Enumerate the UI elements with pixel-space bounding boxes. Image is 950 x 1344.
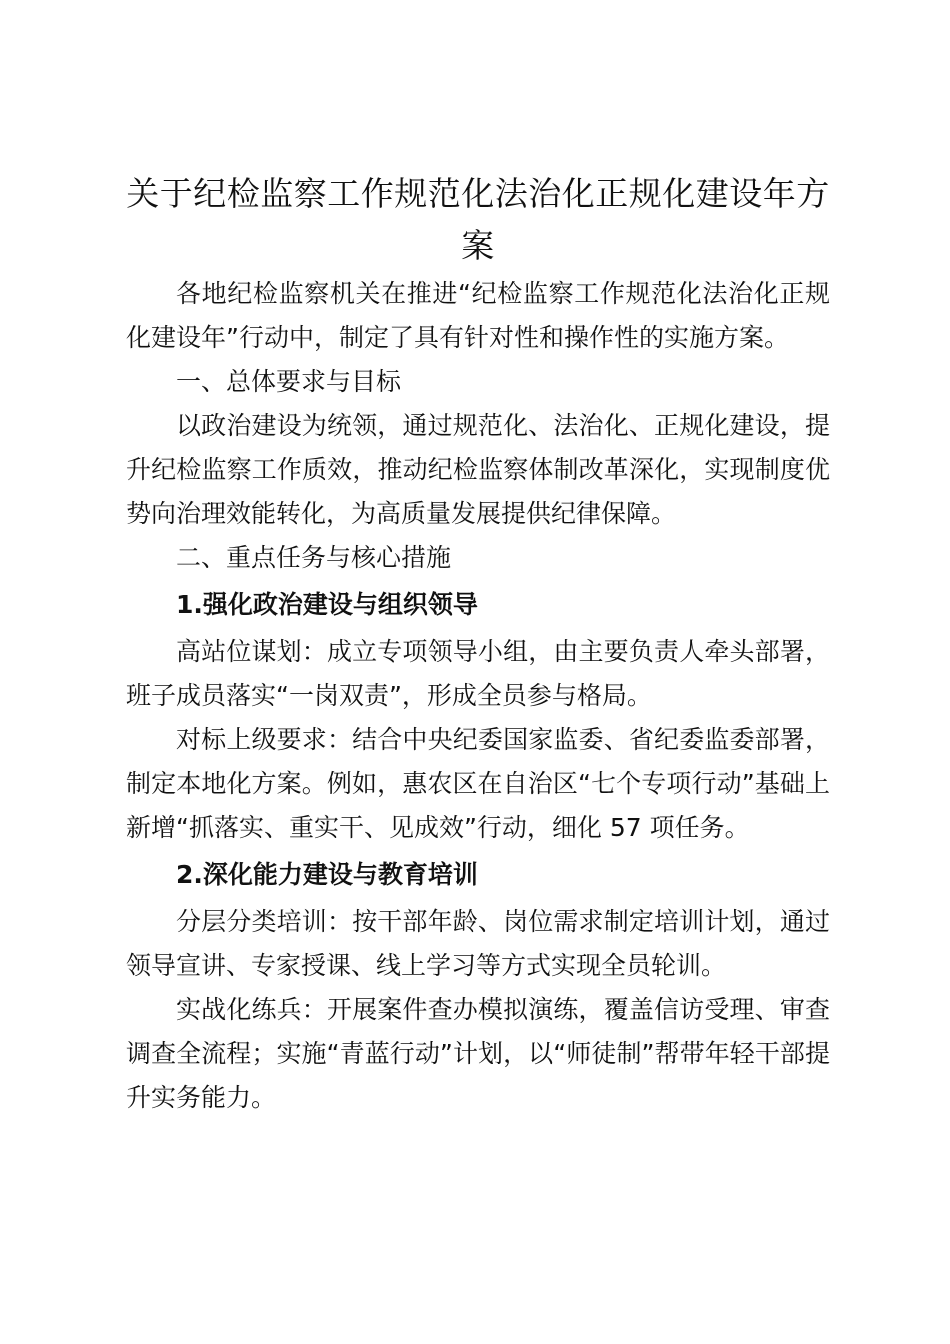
section-1-body: 以政治建设为统领，通过规范化、法治化、正规化建设，提升纪检监察工作质效，推动纪检监察体制改革深化，实现制度优势向治理效能转化，为高质量发展提供纪律保障。 (126, 411, 830, 528)
subsection-2-heading: 2.深化能力建设与教育培训 (176, 860, 478, 889)
intro-paragraph: 各地纪检监察机关在推进“纪检监察工作规范化法治化正规化建设年”行动中，制定了具有针对性和操作性的实施方案。 (126, 279, 830, 352)
subsection-2-paragraph-1: 分层分类培训：按干部年龄、岗位需求制定培训计划，通过领导宣讲、专家授课、线上学习等方式实现全员轮训。 (126, 907, 830, 980)
section-1-heading: 一、总体要求与目标 (176, 367, 402, 396)
document-title: 关于纪检监察工作规范化法治化正规化建设年方案 (126, 174, 830, 265)
subsection-1-paragraph-2: 对标上级要求：结合中央纪委国家监委、省纪委监委部署，制定本地化方案。例如，惠农区在自治区“七个专项行动”基础上新增“抓落实、重实干、见成效”行动，细化 57 项任务。 (126, 725, 830, 842)
subsection-2-paragraph-2: 实战化练兵：开展案件查办模拟演练，覆盖信访受理、审查调查全流程；实施“青蓝行动”计划，以“师徒制”帮带年轻干部提升实务能力。 (126, 995, 830, 1112)
subsection-1-heading: 1.强化政治建设与组织领导 (176, 590, 478, 619)
document-page (126, 168, 830, 1120)
section-2-heading: 二、重点任务与核心措施 (176, 543, 452, 572)
subsection-1-paragraph-1: 高站位谋划：成立专项领导小组，由主要负责人牵头部署，班子成员落实“一岗双责”，形成全员参与格局。 (126, 637, 830, 710)
